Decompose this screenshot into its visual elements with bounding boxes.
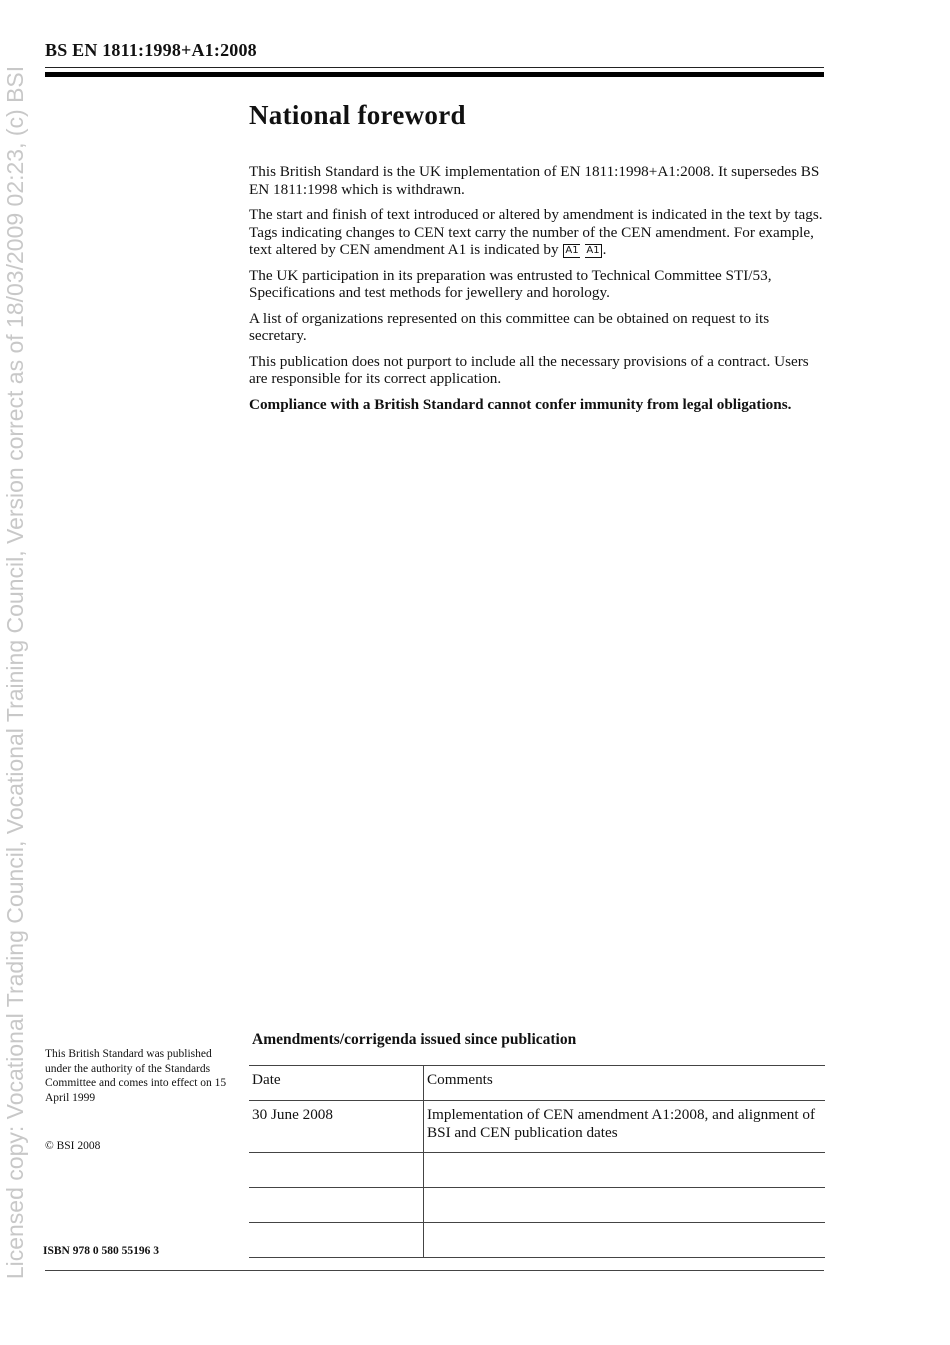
comments-column-header: Comments [424,1066,826,1101]
amendment-comments-cell: Implementation of CEN amendment A1:2008, and alignment of BSI and CEN publication dates [424,1101,826,1153]
foreword-paragraph-tags [249,206,827,259]
amendment-date-cell: 30 June 2008 [249,1101,424,1153]
footer-rule [45,1270,824,1271]
publication-note: This British Standard was published under the authority of the Standards Committee and comes into effect on 15 April 1999 [45,1048,227,1104]
empty-comments-cell [424,1223,826,1258]
empty-comments-cell [424,1153,826,1188]
table-row-empty [249,1153,825,1188]
amendments-title: Amendments/corrigenda issued since publication [252,1031,577,1048]
copyright-notice: © BSI 2008 [45,1140,101,1152]
table-row-empty [249,1188,825,1223]
empty-date-cell [249,1153,424,1188]
foreword-paragraph-implementation: This British Standard is the UK implementation of EN 1811:1998+A1:2008. It supersedes BS EN 1811:1998 which is withdrawn. [249,163,820,198]
amendments-header-row [249,1066,825,1101]
foreword-body [249,163,827,421]
header-thick-rule [45,72,824,77]
amendments-table [249,1065,825,1258]
amendment-start-tag-icon: A1 [565,245,579,256]
empty-date-cell [249,1188,424,1223]
table-row-empty [249,1223,825,1258]
isbn-number: ISBN 978 0 580 55196 3 [43,1245,159,1257]
empty-comments-cell [424,1188,826,1223]
page-title: National foreword [249,100,466,130]
document-id-header: BS EN 1811:1998+A1:2008 [45,40,257,60]
foreword-paragraph-provisions: This publication does not purport to include all the necessary provisions of a contract. Users are responsible for its correct application. [249,352,809,387]
table-row [249,1101,825,1153]
amendment-end-tag-icon: A1 [586,245,600,256]
tags-explanation-text: The start and finish of text introduced or altered by amendment is indicated in the text by tags. Tags indicating changes to CEN text carry the number of the CEN amendment. For example, text altered by CEN amendment A1 is indicated by [249,206,823,258]
foreword-paragraph-organizations: A list of organizations represented on this committee can be obtained on request to its secretary. [249,309,770,344]
empty-date-cell [249,1223,424,1258]
date-column-header: Date [249,1066,424,1101]
license-watermark: Licensed copy: Vocational Trading Council, Vocational Training Council, Version correct as of 18/03/2009 02:23, (c) BSI [2,65,28,1280]
tags-paragraph-end: . [602,241,607,258]
header-thin-rule [45,67,824,68]
foreword-paragraph-compliance: Compliance with a British Standard cannot confer immunity from legal obligations. [249,395,792,413]
foreword-paragraph-committee: The UK participation in its preparation was entrusted to Technical Committee STI/53, Specifications and test methods for jewellery and horology. [249,266,772,301]
